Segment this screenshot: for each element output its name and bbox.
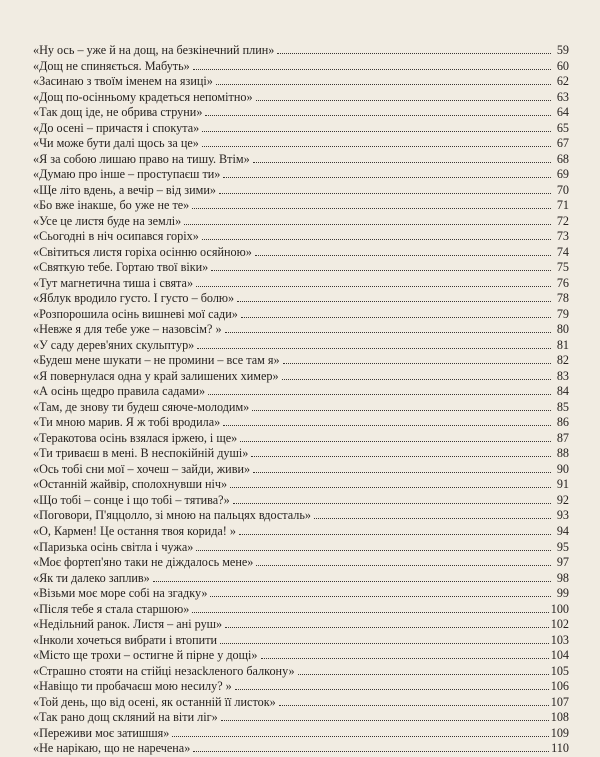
dot-leader bbox=[196, 549, 551, 551]
dot-leader bbox=[239, 533, 551, 535]
toc-entry-page-number: 88 bbox=[556, 446, 569, 461]
toc-entry-page-number: 106 bbox=[550, 679, 569, 694]
dot-leader bbox=[230, 486, 551, 488]
toc-entry-page-number: 105 bbox=[550, 663, 569, 678]
dot-leader bbox=[211, 269, 551, 271]
toc-entry bbox=[33, 431, 569, 447]
toc-entry bbox=[33, 260, 569, 276]
toc-entry bbox=[33, 74, 569, 90]
toc-entry-page-number: 103 bbox=[550, 632, 569, 647]
toc-entry-page-number: 81 bbox=[556, 337, 569, 352]
dot-leader bbox=[252, 409, 551, 411]
toc-entry bbox=[33, 322, 569, 338]
toc-entry bbox=[33, 617, 569, 633]
toc-entry-page-number: 67 bbox=[556, 136, 569, 151]
toc-entry bbox=[33, 710, 569, 726]
toc-entry-title: «А осінь щедро правила садами» bbox=[33, 384, 206, 399]
toc-entry-page-number: 82 bbox=[556, 353, 569, 368]
toc-entry-page-number: 70 bbox=[556, 182, 569, 197]
toc-entry bbox=[33, 571, 569, 587]
dot-leader bbox=[253, 471, 551, 473]
toc-entry bbox=[33, 245, 569, 261]
toc-entry-title: «Невже я для тебе уже – назовсім? » bbox=[33, 322, 222, 337]
dot-leader bbox=[219, 192, 551, 194]
toc-entry-title: «Розпорошила осінь вишневі мої сади» bbox=[33, 306, 238, 321]
toc-entry-title: «Я за собою лишаю право на тишу. Втім» bbox=[33, 151, 250, 166]
toc-entry-title: «Так дощ іде, не обрива струни» bbox=[33, 105, 203, 120]
dot-leader bbox=[261, 657, 549, 659]
toc-entry-title: «Ти мною марив. Я ж тобі вродила» bbox=[33, 415, 221, 430]
toc-entry bbox=[33, 59, 569, 75]
toc-entry-title: «Недільний ранок. Листя – ані руш» bbox=[33, 617, 223, 632]
toc-entry-title: «Паризька осінь світла і чужа» bbox=[33, 539, 194, 554]
dot-leader bbox=[210, 595, 551, 597]
toc-entry-title: «Я повернулася одна у край залишених химер» bbox=[33, 368, 279, 383]
toc-entry-title: «Світиться листя горіха осінню осяйною» bbox=[33, 244, 252, 259]
toc-entry-title: «У саду дерев'яних скульптур» bbox=[33, 337, 195, 352]
toc-entry-title: «Засинаю з твоїм іменем на язиці» bbox=[33, 74, 213, 89]
toc-entry bbox=[33, 338, 569, 354]
toc-entry-title: «Дощ по-осінньому крадеться непомітно» bbox=[33, 89, 253, 104]
toc-entry-title: «Ти триваєш в мені. В неспокійній душі» bbox=[33, 446, 249, 461]
toc-entry-title: «Переживи моє затишшя» bbox=[33, 725, 170, 740]
toc-entry-page-number: 80 bbox=[556, 322, 569, 337]
toc-entry-title: «Святкую тебе. Гортаю твої віки» bbox=[33, 260, 209, 275]
toc-entry-page-number: 102 bbox=[550, 617, 569, 632]
toc-entry-title: «Тут магнетична тиша і свята» bbox=[33, 275, 194, 290]
toc-entry-title: «Інколи хочеться вибрати і втопити bbox=[33, 632, 218, 647]
toc-entry-title: «О, Кармен! Це остання твоя корида! » bbox=[33, 523, 237, 538]
toc-entry-title: «Що тобі – сонце і що тобі – тятива?» bbox=[33, 492, 230, 507]
dot-leader bbox=[283, 362, 551, 364]
dot-leader bbox=[205, 114, 551, 116]
toc-entry-title: «Після тебе я стала старшою» bbox=[33, 601, 190, 616]
dot-leader bbox=[256, 564, 551, 566]
toc-entry-page-number: 90 bbox=[556, 461, 569, 476]
toc-entry-page-number: 65 bbox=[556, 120, 569, 135]
toc-entry-page-number: 91 bbox=[556, 477, 569, 492]
toc-entry-title: «Поговори, П'яццолло, зі мною на пальцях вдосталь» bbox=[33, 508, 312, 523]
toc-entry-page-number: 110 bbox=[551, 741, 569, 756]
toc-entry bbox=[33, 493, 569, 509]
dot-leader bbox=[208, 393, 551, 395]
toc-entry-page-number: 73 bbox=[556, 229, 569, 244]
toc-entry bbox=[33, 726, 569, 742]
toc-entry-page-number: 99 bbox=[556, 586, 569, 601]
dot-leader bbox=[277, 52, 551, 54]
toc-entry-page-number: 93 bbox=[556, 508, 569, 523]
dot-leader bbox=[225, 626, 549, 628]
toc-entry-page-number: 92 bbox=[556, 492, 569, 507]
toc-entry bbox=[33, 183, 569, 199]
toc-entry-page-number: 78 bbox=[556, 291, 569, 306]
toc-entry bbox=[33, 633, 569, 649]
dot-leader bbox=[241, 316, 551, 318]
dot-leader bbox=[153, 580, 551, 582]
toc-entry-title: «Яблук вродило густо. І густо – болю» bbox=[33, 291, 235, 306]
toc-entry-page-number: 95 bbox=[556, 539, 569, 554]
toc-entry-page-number: 86 bbox=[556, 415, 569, 430]
dot-leader bbox=[192, 611, 548, 613]
toc-entry-title: «Візьми моє море собі на згадку» bbox=[33, 586, 208, 601]
toc-entry-title: «Теракотова осінь взялася іржею, і ще» bbox=[33, 430, 238, 445]
toc-entry bbox=[33, 384, 569, 400]
dot-leader bbox=[197, 347, 551, 349]
toc-entry bbox=[33, 276, 569, 292]
toc-entry-page-number: 87 bbox=[556, 430, 569, 445]
toc-entry-page-number: 85 bbox=[556, 399, 569, 414]
toc-entry-page-number: 76 bbox=[556, 275, 569, 290]
dot-leader bbox=[225, 331, 551, 333]
toc-entry bbox=[33, 291, 569, 307]
toc-entry-title: «Бо вже інакше, бо уже не те» bbox=[33, 198, 190, 213]
toc-entry-title: «Чи може бути далі щось за це» bbox=[33, 136, 199, 151]
toc-entry bbox=[33, 602, 569, 618]
toc-entry-page-number: 69 bbox=[556, 167, 569, 182]
toc-entry-title: «Моє фортеп'яно таки не діждалось мене» bbox=[33, 555, 254, 570]
dot-leader bbox=[184, 223, 551, 225]
toc-entry bbox=[33, 152, 569, 168]
toc-entry bbox=[33, 664, 569, 680]
toc-entry-page-number: 60 bbox=[556, 58, 569, 73]
toc-entry-page-number: 109 bbox=[550, 725, 569, 740]
toc-entry-page-number: 63 bbox=[556, 89, 569, 104]
dot-leader bbox=[172, 735, 548, 737]
toc-entry bbox=[33, 90, 569, 106]
toc-entry bbox=[33, 477, 569, 493]
toc-entry-title: «Ще літо вдень, а вечір – від зими» bbox=[33, 182, 216, 197]
dot-leader bbox=[240, 440, 551, 442]
toc-entry bbox=[33, 214, 569, 230]
toc-entry bbox=[33, 43, 569, 59]
toc-entry-page-number: 72 bbox=[556, 213, 569, 228]
toc-entry bbox=[33, 400, 569, 416]
toc-entry bbox=[33, 648, 569, 664]
dot-leader bbox=[237, 300, 551, 302]
dot-leader bbox=[223, 424, 551, 426]
toc-entry-title: «Як ти далеко заплив» bbox=[33, 570, 150, 585]
dot-leader bbox=[255, 254, 551, 256]
toc-entry-page-number: 79 bbox=[556, 306, 569, 321]
toc-entry-title: «Дощ не спиняється. Мабуть» bbox=[33, 58, 190, 73]
toc-entry-page-number: 75 bbox=[556, 260, 569, 275]
toc-entry-title: «Там, де знову ти будеш сяюче-молодим» bbox=[33, 399, 250, 414]
dot-leader bbox=[202, 145, 551, 147]
toc-entry bbox=[33, 105, 569, 121]
toc-entry bbox=[33, 524, 569, 540]
dot-leader bbox=[253, 161, 551, 163]
toc-entry bbox=[33, 121, 569, 137]
toc-entry-title: «Ну ось – уже й на дощ, на безкінечний плин» bbox=[33, 43, 275, 57]
toc-entry-page-number: 71 bbox=[556, 198, 569, 213]
toc-entry-title: «Місто ще трохи – остигне й пірне у дощі» bbox=[33, 648, 258, 663]
dot-leader bbox=[202, 238, 551, 240]
toc-entry-page-number: 107 bbox=[550, 694, 569, 709]
dot-leader bbox=[314, 517, 551, 519]
toc-entry-page-number: 104 bbox=[550, 648, 569, 663]
toc-entry bbox=[33, 555, 569, 571]
dot-leader bbox=[256, 99, 551, 101]
toc-entry-page-number: 59 bbox=[556, 43, 569, 57]
toc-entry-title: «Той день, що від осені, як останній її листок» bbox=[33, 694, 276, 709]
toc-entry bbox=[33, 229, 569, 245]
toc-entry bbox=[33, 540, 569, 556]
toc-entry-title: «Будеш мене шукати – не промини – все там я» bbox=[33, 353, 280, 368]
dot-leader bbox=[196, 285, 551, 287]
toc-entry-title: «Усе це листя буде на землі» bbox=[33, 213, 182, 228]
toc-entry-page-number: 83 bbox=[556, 368, 569, 383]
toc-entry bbox=[33, 679, 569, 695]
toc-entry bbox=[33, 462, 569, 478]
toc-entry-page-number: 97 bbox=[556, 555, 569, 570]
table-of-contents bbox=[33, 43, 569, 757]
toc-entry bbox=[33, 741, 569, 757]
toc-entry-page-number: 108 bbox=[550, 710, 569, 725]
toc-entry-title: «Останній жайвір, сполохнувши ніч» bbox=[33, 477, 228, 492]
toc-entry bbox=[33, 695, 569, 711]
dot-leader bbox=[192, 207, 551, 209]
dot-leader bbox=[223, 176, 551, 178]
toc-entry-title: «Ось тобі сни мої – хочеш – зайди, живи» bbox=[33, 461, 251, 476]
toc-entry-title: «Так рано дощ скляний на віти ліг» bbox=[33, 710, 218, 725]
toc-entry bbox=[33, 369, 569, 385]
toc-entry-title: «Навіщо ти пробачаєш мою несилу? » bbox=[33, 679, 232, 694]
toc-entry bbox=[33, 446, 569, 462]
dot-leader bbox=[235, 688, 549, 690]
dot-leader bbox=[193, 68, 551, 70]
toc-entry-page-number: 62 bbox=[556, 74, 569, 89]
toc-entry-page-number: 84 bbox=[556, 384, 569, 399]
toc-entry-page-number: 98 bbox=[556, 570, 569, 585]
dot-leader bbox=[193, 750, 549, 752]
dot-leader bbox=[251, 455, 551, 457]
toc-entry-title: «Думаю про інше – проступаєш ти» bbox=[33, 167, 221, 182]
toc-entry bbox=[33, 307, 569, 323]
toc-entry-page-number: 100 bbox=[550, 601, 569, 616]
dot-leader bbox=[216, 83, 551, 85]
dot-leader bbox=[282, 378, 551, 380]
dot-leader bbox=[220, 642, 549, 644]
toc-entry bbox=[33, 136, 569, 152]
toc-entry-title: «Сьогодні в ніч осипався горіх» bbox=[33, 229, 199, 244]
toc-entry bbox=[33, 586, 569, 602]
toc-entry bbox=[33, 415, 569, 431]
toc-entry-title: «Не нарікаю, що не наречена» bbox=[33, 741, 191, 756]
dot-leader bbox=[202, 130, 551, 132]
toc-entry bbox=[33, 353, 569, 369]
toc-entry bbox=[33, 508, 569, 524]
dot-leader bbox=[221, 719, 549, 721]
toc-entry bbox=[33, 167, 569, 183]
toc-entry-title: «Страшно стояти на стійці незасkленого балкону» bbox=[33, 663, 295, 678]
toc-entry-title: «До осені – причастя і спокута» bbox=[33, 120, 200, 135]
toc-entry-page-number: 74 bbox=[556, 244, 569, 259]
toc-entry bbox=[33, 198, 569, 214]
dot-leader bbox=[279, 704, 549, 706]
dot-leader bbox=[298, 673, 549, 675]
dot-leader bbox=[233, 502, 551, 504]
toc-entry-page-number: 94 bbox=[556, 523, 569, 538]
toc-entry-page-number: 64 bbox=[556, 105, 569, 120]
toc-entry-page-number: 68 bbox=[556, 151, 569, 166]
